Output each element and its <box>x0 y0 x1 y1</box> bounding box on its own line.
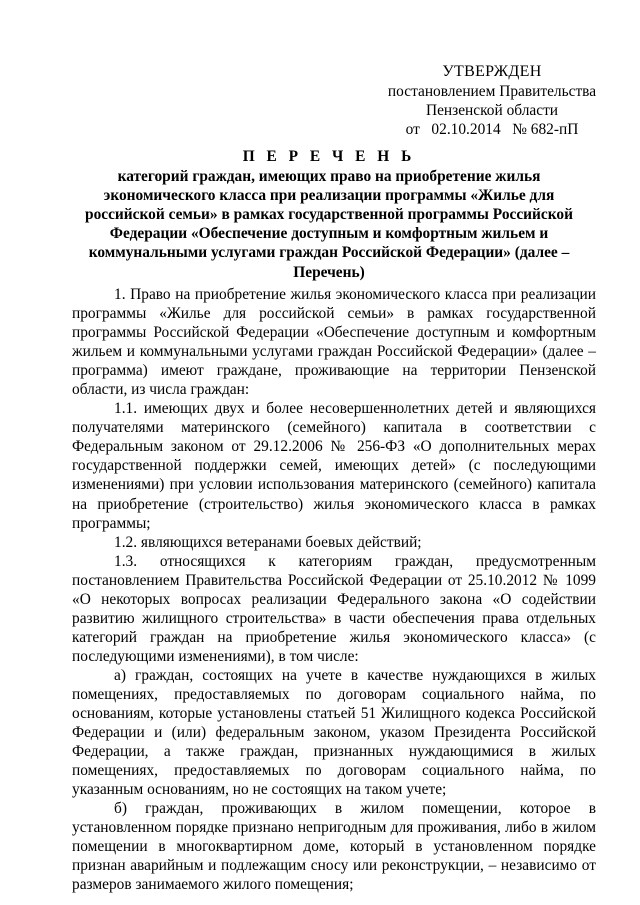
document-title-block <box>72 147 586 282</box>
approval-line-date-number: от 02.10.2014 № 682-пП <box>405 121 579 139</box>
document-title: П Е Р Е Ч Е Н Ь <box>242 148 416 165</box>
approval-line-region: Пензенской области <box>425 101 559 119</box>
paragraph-1: 1. Право на приобретение жилья экономического класса при реализации программы «Жилье для российской семьи» в рамках государственной программы Российской Федерации «Обеспечение доступным и комфортным жильем и коммунальными услугами граждан Российской Федерации» (далее – программа) имеют граждане, проживающие на территории Пензенской области, из числа граждан: <box>72 286 596 399</box>
document-subtitle: категорий граждан, имеющих право на приобретение жилья экономического класса при реализации программы «Жилье для российской семьи» в рамках государственной программы Российской Федерации «Обеспечение доступным и комфортным жильем и коммунальными услугами граждан Российской Федерации» (далее – Перечень) <box>85 168 573 281</box>
document-body <box>72 285 596 895</box>
approval-stamp-block <box>372 62 612 139</box>
paragraph-1-3: 1.3. относящихся к категориям граждан, предусмотренным постановлением Правительства Российской Федерации от 25.10.2012 № 1099 «О некоторых вопросах реализации Федерального закона «О содействии развитию жилищного строительства» в части обеспечения права отдельных категорий граждан на приобретение жилья экономического класса» (с последующими изменениями), в том числе: <box>72 552 596 665</box>
paragraph-1-1: 1.1. имеющих двух и более несовершеннолетних детей и являющихся получателями материнского (семейного) капитала в соответствии с Федеральным законом от 29.12.2006 № 256-ФЗ «О дополнительных мерах государственной поддержки семей, имеющих детей» (с последующими изменениями) при условии использования материнского (семейного) капитала на приобретение (строительство) жилья экономического класса в рамках программы; <box>72 400 596 532</box>
approval-line-resolution: постановлением Правительства <box>387 82 597 100</box>
approval-heading: УТВЕРЖДЕН <box>442 63 542 80</box>
paragraph-b: б) граждан, проживающих в жилом помещении, которое в установленном порядке признано непригодным для проживания, либо в жилом помещении в многоквартирном доме, который в установленном порядке признан аварийным и подлежащим сносу или реконструкции, – независимо от размеров занимаемого жилого помещения; <box>72 800 596 894</box>
paragraph-1-2: 1.2. являющихся ветеранами боевых действий; <box>114 533 422 551</box>
paragraph-a: а) граждан, состоящих на учете в качестве нуждающихся в жилых помещениях, предоставляемых по договорам социального найма, по основаниям, которые установлены статьей 51 Жилищного кодекса Российской Федерации и (или) федеральным законом, указом Президента Российской Федерации, а также граждан, признанных нуждающимися в жилых помещениях, предоставляемых по договорам социального найма, по указанным основаниям, но не состоящих на таком учете; <box>72 666 596 799</box>
